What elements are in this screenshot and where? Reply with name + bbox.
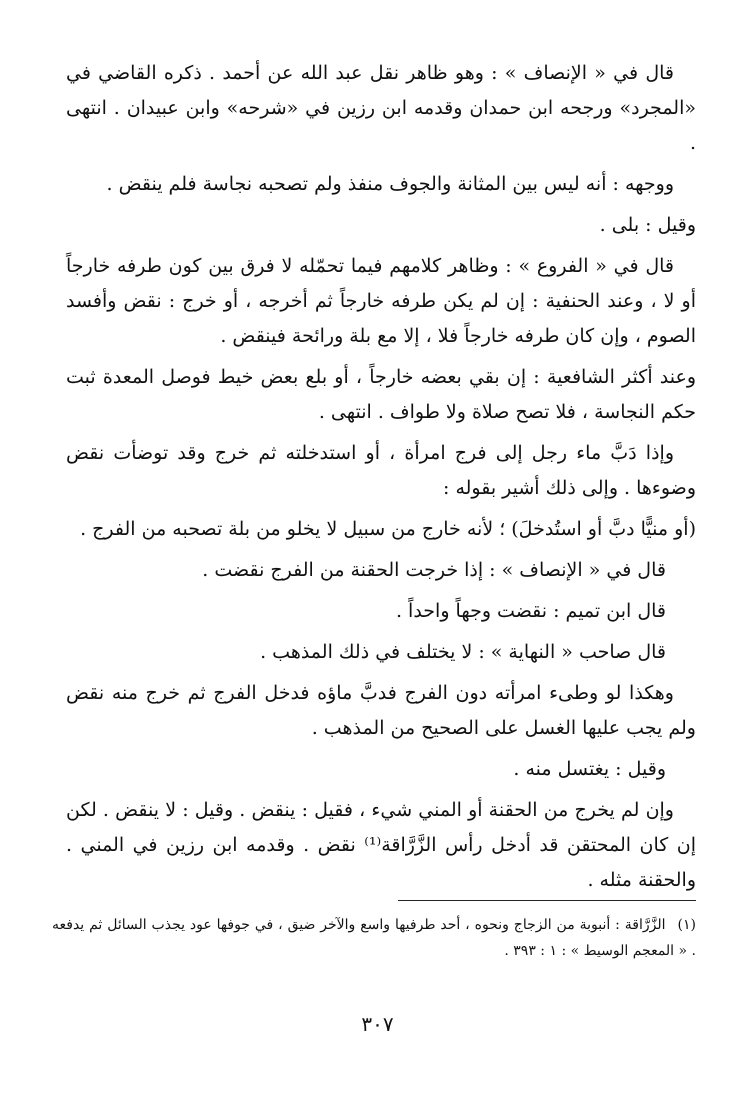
paragraph-semen-case: وإذا دَبَّ ماء رجل إلى فرج امرأة ، أو استدخلته ثم خرج وقد توضأت نقض وضوءها . وإلى ذلك أشير بقوله : [66,442,696,499]
paragraph-reasoning: ووجهه : أنه ليس بين المثانة والجوف منفذ ولم تصحبه نجاسة فلم ينقض . [106,173,674,195]
paragraph-enema-nothing-exits: وإن لم يخرج من الحقنة أو المني شيء ، فقيل : ينقض . وقيل : لا ينقض . لكن إن كان المحتقن قد أدخل رأس الزَّرَّاقة⁽¹⁾ نقض . وقدمه ابن رزين في المني . والحقنة مثله . [66,799,696,891]
footnote-text: الزَّرَّاقة : أنبوبة من الزجاج ونحوه ، أحد طرفيها واسع والآخر ضيق ، في جوفها عود يجذب السائل ثم يدفعه . « المعجم الوسيط » : ١ : ٣٩٣ . [52,917,696,959]
footnote [52,912,696,964]
paragraph-matn-quote: (أو منيًّا دبَّ أو استُدخلَ) ؛ لأنه خارج من سبيل لا يخلو من بلة تصحبه من الفرج . [80,518,696,540]
paragraph-furu-quote: قال في « الفروع » : وظاهر كلامهم فيما تحمّله لا فرق بين كون طرفه خارجاً أو لا ، وعند الحنفية : إن لم يكن طرفه خارجاً ثم أخرجه ، أو خرج : نقض وأفسد الصوم ، وإن كان طرفه خارجاً فلا ، إلا مع بلة ورائحة فينقض . [66,255,696,347]
paragraph-ghusl-opinion: وقيل : يغتسل منه . [513,758,666,780]
paragraph-insaf-enema: قال في « الإنصاف » : إذا خرجت الحقنة من الفرج نقضت . [202,559,666,581]
footnote-separator [398,900,696,901]
page-number: ٣٠٧ [361,1012,394,1036]
main-text [66,56,696,904]
paragraph-shafii-view: وعند أكثر الشافعية : إن بقي بعضه خارجاً ، أو بلع بعض خيط فوصل المعدة ثبت حكم النجاسة ، فلا تصح صلاة ولا طواف . انتهى . [66,366,696,423]
footnote-marker: (١) [677,917,696,933]
paragraph-ibn-tamim: قال ابن تميم : نقضت وجهاً واحداً . [395,600,666,622]
paragraph-nihaya: قال صاحب « النهاية » : لا يختلف في ذلك المذهب . [260,641,666,663]
paragraph-alt-opinion: وقيل : بلى . [599,214,696,236]
paragraph-intercourse-case: وهكذا لو وطىء امرأته دون الفرج فدبَّ ماؤه فدخل الفرج ثم خرج منه نقض ولم يجب عليها الغسل على الصحيح من المذهب . [66,682,696,739]
paragraph-insaf-quote: قال في « الإنصاف » : وهو ظاهر نقل عبد الله عن أحمد . ذكره القاضي في «المجرد» ورجحه ابن حمدان وقدمه ابن رزين في «شرحه» وابن عبيدان . انتهى . [66,62,696,154]
